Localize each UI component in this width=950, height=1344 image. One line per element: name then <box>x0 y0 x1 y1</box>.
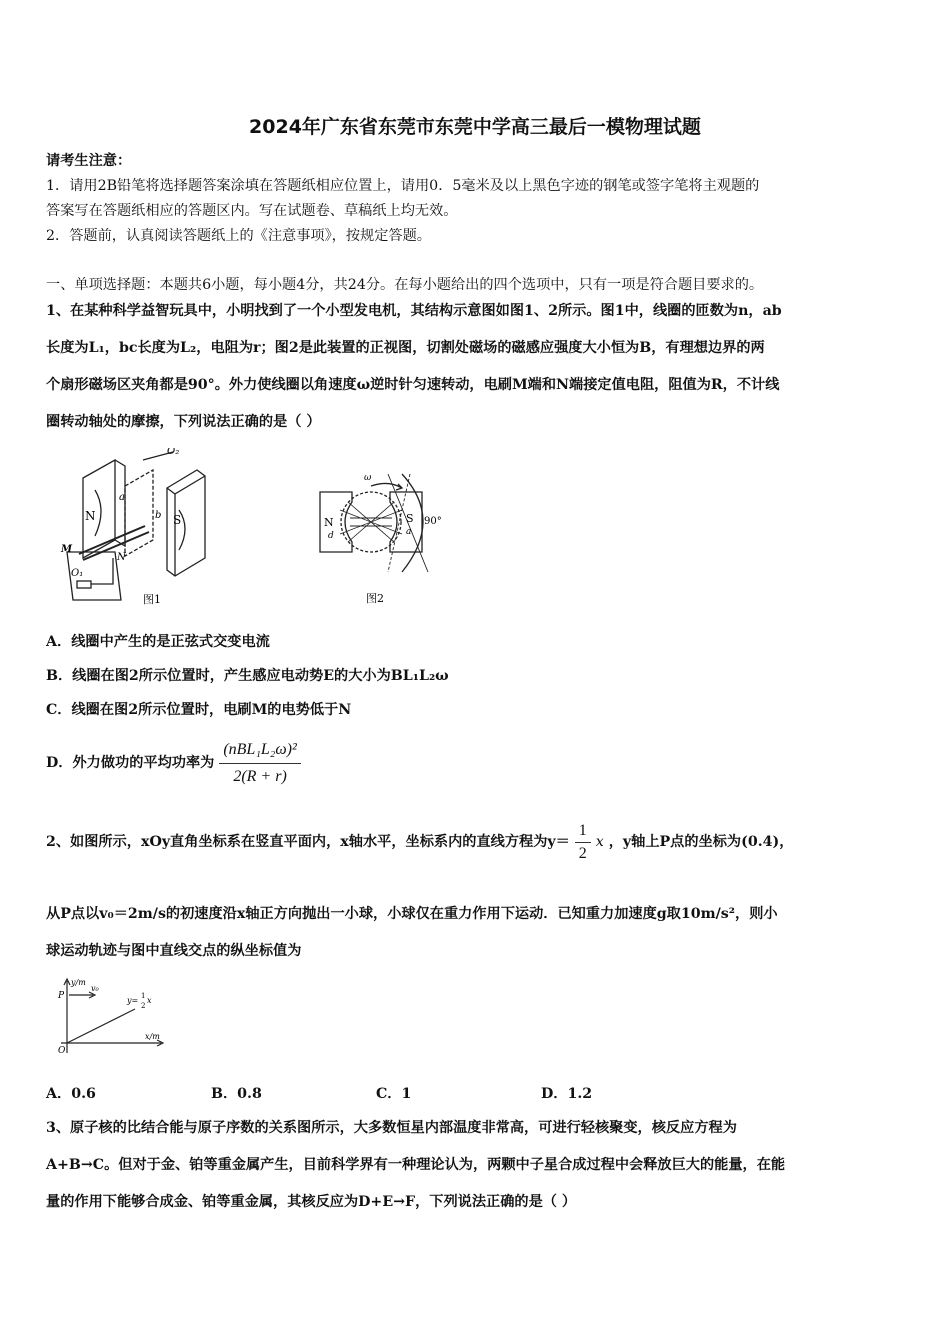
q1-option-c: C．线圈在图2所示位置时，电刷M的电势低于N <box>46 702 352 718</box>
fig1-label-n: N <box>85 509 96 523</box>
q1-stem-line-1: 1、在某种科学益智玩具中，小明找到了一个小型发电机，其结构示意图如图1、2所示。图1中，线圈的匝数为n，ab <box>46 303 782 319</box>
q2-option-d: D．1.2 <box>541 1086 593 1102</box>
line-y-half-x <box>67 1009 135 1043</box>
q2-fig-label-xlabel: x/m <box>145 1032 160 1041</box>
notice-item-1-line-2: 答案写在答题纸相应的答题区内。写在试题卷、草稿纸上均无效。 <box>46 203 458 219</box>
fig1-label-b: b <box>155 510 162 521</box>
q2-option-b: B．0.8 <box>211 1086 262 1102</box>
q2-fraction-variable: x <box>595 834 604 850</box>
q2-option-c: C．1 <box>376 1086 412 1102</box>
fig1-label-a: a <box>119 492 125 503</box>
q2-fig-label-eq-d: 2 <box>141 1002 146 1010</box>
q3-stem-line-3: 量的作用下能够合成金、铂等重金属，其核反应为D+E→F，下列说法正确的是（ ） <box>46 1194 577 1210</box>
q1-stem-line-3: 个扇形磁场区夹角都是90°。外力使线圈以角速度ω逆时针匀速转动，电刷M端和N端接定值电阻，阻值为R，不计线 <box>46 377 780 393</box>
q1-option-d-numerator: (nBL₁L₂ω)² <box>219 739 300 764</box>
page-title: 2024年广东省东莞市东莞中学高三最后一模物理试题 <box>249 116 701 138</box>
fig2-caption: 图2 <box>366 592 384 605</box>
q2-fig-label-o: O <box>58 1046 66 1056</box>
q2-stem-line-3: 球运动轨迹与图中直线交点的纵坐标值为 <box>46 943 302 959</box>
q3-stem-line-1: 3、原子核的比结合能与原子序数的关系图所示，大多数恒星内部温度非常高，可进行轻核聚变，核反应方程为 <box>46 1120 737 1136</box>
q1-stem-line-2: 长度为L₁，bc长度为L₂，电阻为r；图2是此装置的正视图，切割处磁场的磁感应强度大小恒为B，有理想边界的两 <box>46 340 765 356</box>
fig2-label-n: N <box>324 516 334 529</box>
q1-option-d <box>46 735 908 791</box>
fig1-label-m: M <box>61 544 73 555</box>
q2-fig-label-eq-x: x <box>147 996 152 1005</box>
q1-figure-2 <box>310 460 460 612</box>
fig2-label-omega: ω <box>364 473 372 483</box>
fig1-label-o2: O₂ <box>167 448 180 457</box>
notice-heading: 请考生注意： <box>46 153 132 169</box>
q2-fig-label-ylabel: y/m <box>71 978 86 987</box>
q2-fig-label-p: P <box>58 991 65 1001</box>
q2-fig-label-v0: v₀ <box>91 984 99 993</box>
q2-stem-line-1 <box>46 820 908 864</box>
fig2-label-d: d <box>328 531 334 541</box>
q2-fig-label-eq-n: 1 <box>141 992 146 1000</box>
notice-item-1-line-1: 1．请用2B铅笔将选择题答案涂填在答题纸相应位置上，请用0．5毫米及以上黑色字迹的钢笔或签字笔将主观题的 <box>46 178 760 194</box>
q2-fraction-denominator: 2 <box>578 844 587 862</box>
q2-stem-line-2: 从P点以v₀＝2m/s的初速度沿x轴正方向抛出一小球，小球仅在重力作用下运动．已知重力加速度g取10m/s²，则小 <box>46 906 778 922</box>
q1-stem-line-4: 圈转动轴处的摩擦，下列说法正确的是（ ） <box>46 414 321 430</box>
q2-fig-label-eq-pre: y= <box>127 996 139 1005</box>
q3-stem-line-2: A+B→C。但对于金、铂等重金属产生，目前科学界有一种理论认为，两颗中子星合成过程中会释放巨大的能量，在能 <box>46 1157 786 1173</box>
q1-option-d-denominator: 2(R + r) <box>233 767 287 785</box>
q2-stem-line-1-pre: 2、如图所示，xOy直角坐标系在竖直平面内，x轴水平，坐标系内的直线方程为y＝ <box>46 834 570 850</box>
fig2-label-s: S <box>406 512 414 525</box>
section-1-heading: 一、单项选择题：本题共6小题，每小题4分，共24分。在每小题给出的四个选项中，只有一项是符合题目要求的。 <box>46 277 764 293</box>
q1-option-a: A．线圈中产生的是正弦式交变电流 <box>46 634 270 650</box>
fig2-label-a: a <box>406 527 412 537</box>
q1-option-d-fraction <box>219 739 300 788</box>
q2-option-a: A．0.6 <box>46 1086 96 1102</box>
fig1-caption: 图1 <box>143 593 161 606</box>
q2-figure <box>55 975 175 1057</box>
fig1-label-o1: O₁ <box>71 568 84 579</box>
fig2-label-angle: 90° <box>424 516 442 527</box>
q1-option-d-text: D．外力做功的平均功率为 <box>46 755 215 771</box>
fig1-label-s: S <box>173 513 182 527</box>
q2-stem-line-1-post: ，y轴上P点的坐标为(0.4)， <box>608 834 794 850</box>
q2-line-fraction <box>575 822 591 863</box>
fig1-label-brush-n: N <box>117 552 126 563</box>
notice-item-2: 2．答题前，认真阅读答题纸上的《注意事项》，按规定答题。 <box>46 228 431 244</box>
coil <box>125 470 153 556</box>
q2-fraction-numerator: 1 <box>575 822 591 843</box>
q1-figure-1 <box>55 448 255 613</box>
q1-option-b: B．线圈在图2所示位置时，产生感应电动势E的大小为BL₁L₂ω <box>46 668 449 684</box>
